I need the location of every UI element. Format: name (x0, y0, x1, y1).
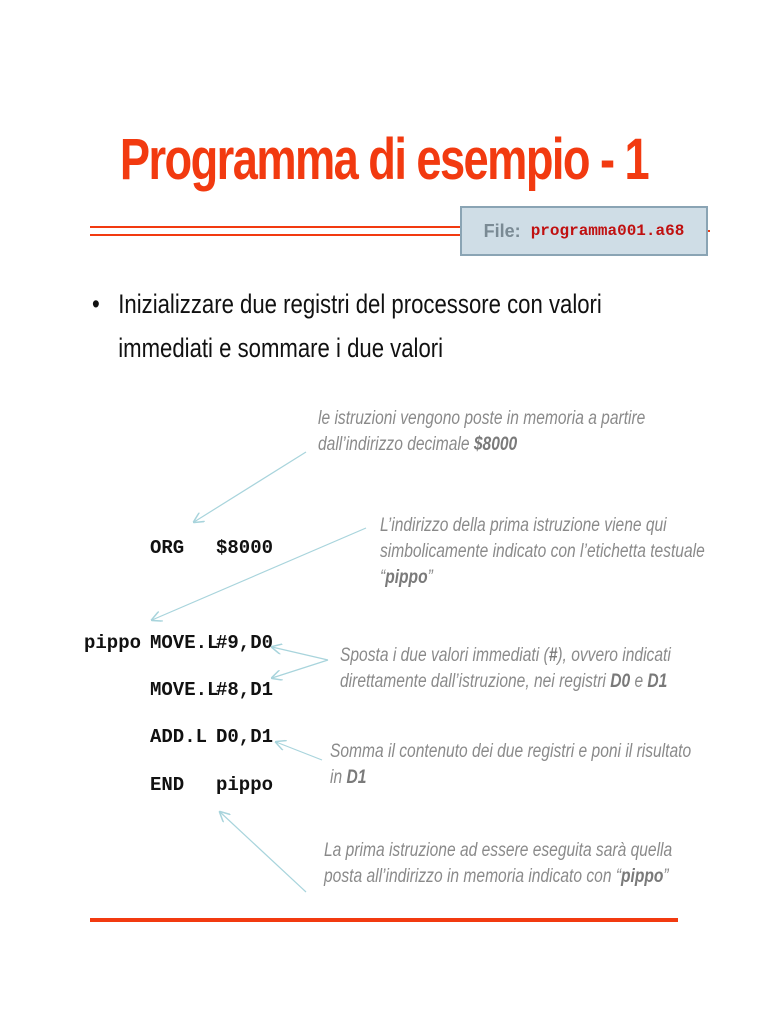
code-args-end: pippo (216, 774, 274, 796)
code-op-move-1: MOVE.L (150, 632, 219, 654)
code-args-move-1: #9,D0 (216, 632, 274, 654)
note-label-line-2: simbolicamente indicato con l’etichetta testuale (380, 541, 705, 562)
footer-rule (90, 918, 678, 922)
code-args-add: D0,D1 (216, 726, 274, 748)
note-org-line-2: dall’indirizzo decimale $8000 (318, 434, 518, 455)
arrow-to-label-icon (152, 528, 366, 620)
code-args-org: $8000 (216, 537, 274, 559)
code-op-move-2: MOVE.L (150, 679, 219, 701)
note-move-line-2: direttamente dall’istruzione, nei registri D0 e D1 (340, 671, 668, 692)
note-label-line-3: “pippo” (380, 567, 433, 588)
arrow-to-move-1-icon (272, 647, 328, 660)
note-label-line-1: L’indirizzo della prima istruzione viene qui (380, 515, 667, 536)
code-op-org: ORG (150, 537, 185, 559)
arrow-to-end-icon (220, 812, 306, 892)
code-op-end: END (150, 774, 185, 796)
code-op-add: ADD.L (150, 726, 208, 748)
file-label: File: (483, 220, 521, 241)
bullet-dot-icon: • (92, 289, 100, 319)
arrow-to-move-2-icon (272, 660, 328, 678)
arrow-to-add-icon (276, 742, 322, 760)
note-end-line-2: posta all’indirizzo in memoria indicato con “pippo” (324, 866, 669, 887)
bullet-line-1: Inizializzare due registri del processore con valori (118, 289, 602, 319)
note-move-line-1: Sposta i due valori immediati (#), ovvero indicati (340, 645, 671, 666)
bullet-line-2: immediati e sommare i due valori (118, 333, 444, 363)
slide-title: Programma di esempio - 1 (119, 127, 649, 192)
arrow-to-org-icon (194, 452, 306, 522)
code-args-move-2: #8,D1 (216, 679, 274, 701)
note-end-line-1: La prima istruzione ad essere eseguita sarà quella (324, 840, 673, 861)
note-org-line-1: le istruzioni vengono poste in memoria a partire (318, 408, 646, 429)
note-add-line-1: Somma il contenuto dei due registri e poni il risultato (330, 741, 692, 762)
code-label-pippo: pippo (84, 632, 142, 654)
file-name: programma001.a68 (530, 222, 685, 240)
note-add-line-2: in D1 (330, 767, 367, 788)
